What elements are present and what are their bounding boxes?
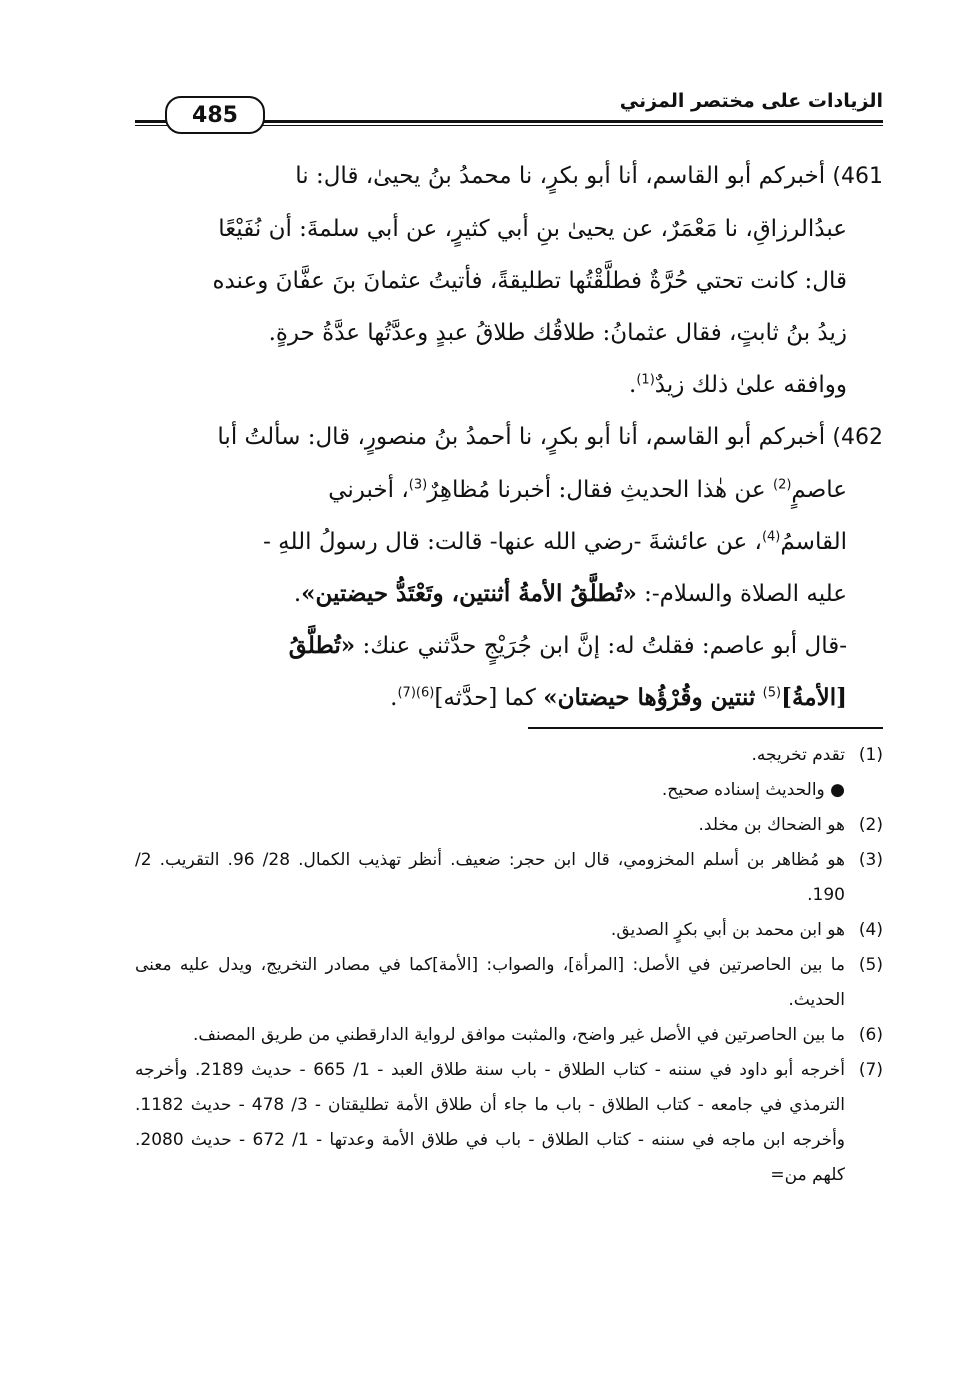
text-line: ووافقه علىٰ ذلك زيدٌ — [654, 372, 847, 398]
footnote-text: هو ابن محمد بن أبي بكرٍ الصديق. — [610, 920, 845, 940]
footnote-number: (3) — [858, 850, 883, 870]
text-line: عاصمٍ — [791, 477, 847, 503]
footnote-text: تقدم تخريجه. — [751, 745, 845, 765]
hadith-line — [135, 568, 883, 620]
hadith-line — [135, 150, 883, 203]
footnote-ref: (4) — [761, 529, 781, 545]
footnote — [135, 773, 883, 808]
hadith-461 — [135, 150, 883, 411]
text-line: -قال أبو عاصم: فقلتُ له: إنَّ ابن جُرَيْجٍ حدَّثني عنك: — [362, 633, 847, 659]
text-line: عن هٰذا الحديثِ فقال: أخبرنا مُظاهِرٌ — [427, 477, 766, 503]
footnote-text: ما بين الحاصرتين في الأصل غير واضح، والمثبت موافق لرواية الدارقطني من طريق المصنف. — [192, 1025, 845, 1045]
footnote-ref: (2) — [772, 477, 792, 493]
hadith-line — [135, 620, 883, 672]
footnote — [135, 808, 883, 843]
hadith-line — [135, 203, 883, 255]
footnote-text: أخرجه أبو داود في سننه - كتاب الطلاق - باب سنة طلاق العبد - 1/ 665 - حديث 2189. وأخرجه الترمذي في جامعه - كتاب الطلاق - باب ما جاء أن طلاق الأمة تطليقتان - 3/ 478 - حديث 1182. وأخرجه ابن ماجه في سننه - كتاب الطلاق - باب في طلاق الأمة وعدتها - 1/ 672 - حديث 2080. كلهم من= — [135, 1060, 846, 1185]
footnote-ref: (3) — [408, 477, 428, 493]
footnote-number: (5) — [858, 955, 883, 975]
footnote — [135, 843, 883, 913]
text-line: قال: كانت تحتي حُرَّةٌ فطلَّقْتُها تطليقةً، فأتيتُ عثمانَ بنَ عفَّانَ وعنده — [212, 268, 847, 294]
text-line: عبدُالرزاقِ، نا مَعْمَرٌ، عن يحيىٰ بنِ أبي كثيرٍ، عن أبي سلمةَ: أن نُفَيْعًا — [218, 216, 847, 242]
text-line: زيدُ بنُ ثابتٍ، فقال عثمانُ: طلاقُك طلاقُ عبدٍ وعدَّتُها عدَّةُ حرةٍ. — [268, 320, 847, 346]
text-line: كما [حدَّثه] — [434, 685, 536, 711]
footnote — [135, 738, 883, 773]
footnote-separator — [528, 727, 883, 729]
footnote — [135, 913, 883, 948]
text-line: القاسمُ — [780, 529, 847, 555]
page-number: 485 — [165, 96, 265, 134]
hadith-line — [135, 411, 883, 464]
footnote — [135, 1018, 883, 1053]
text-line: ، أخبرني — [328, 477, 409, 503]
footnote-number: (6) — [858, 1025, 883, 1045]
prophetic-text: «تُطلَّقُ الأمةُ أثنتين، وتَعْتَدُّ حيضتين» — [301, 580, 637, 607]
main-text — [135, 150, 883, 724]
hadith-line — [135, 516, 883, 568]
prophetic-text: ثنتين وقُرْؤُها حيضتان» — [543, 684, 756, 711]
hadith-line — [135, 307, 883, 359]
hadith-number: 461) — [832, 164, 883, 189]
footnote-text: هو مُظاهر بن أسلم المخزومي، قال ابن حجر: ضعيف. أنظر تهذيب الكمال. 28/ 96. التقريب. 2/ 190. — [135, 850, 846, 905]
hadith-line — [135, 672, 883, 724]
hadith-462 — [135, 411, 883, 724]
footnote-number: (2) — [858, 815, 883, 835]
hadith-line — [135, 255, 883, 307]
footnote-number: (7) — [858, 1060, 883, 1080]
footnote-number — [845, 773, 883, 808]
footnote — [135, 1053, 883, 1193]
hadith-line — [135, 464, 883, 516]
footnote-number: (4) — [858, 920, 883, 940]
text-line: . — [390, 685, 398, 711]
hadith-number: 462) — [832, 425, 883, 450]
text-line: . — [293, 581, 302, 607]
footnote-text: ما بين الحاصرتين في الأصل: [المرأة]، والصواب: [الأمة]كما في مصادر التخريج، ويدل عليه معنى الحديث. — [135, 955, 845, 1010]
text-line: أخبركم أبو القاسم، أنا أبو بكرٍ، نا محمدُ بنُ يحيىٰ، قال: نا — [295, 163, 826, 189]
text-line: أخبركم أبو القاسم، أنا أبو بكرٍ، نا أحمدُ بنُ منصورٍ، قال: سألتُ أبا — [217, 424, 826, 450]
footnote-text: هو الضحاك بن مخلد. — [698, 815, 845, 835]
footnotes — [135, 738, 883, 1193]
footnote-number: (1) — [858, 745, 883, 765]
footnote-text: ● والحديث إسناده صحيح. — [661, 780, 845, 800]
running-title: الزيادات على مختصر المزني — [614, 90, 883, 112]
text-line: ، عن عائشةَ -رضي الله عنها- قالت: قال رسولُ اللهِ - — [263, 529, 762, 555]
footnote-ref: (6)(7) — [397, 685, 435, 701]
prophetic-text: «تُطلَّقُ — [288, 632, 356, 659]
hadith-line — [135, 359, 883, 411]
text-line: عليه الصلاة والسلام-: — [644, 581, 847, 607]
footnote-ref: (1) — [636, 372, 655, 388]
footnote — [135, 948, 883, 1018]
footnote-ref: (5) — [762, 685, 782, 701]
page-header — [135, 90, 883, 130]
prophetic-text: [الأمةُ] — [781, 684, 847, 711]
text-line: . — [629, 372, 637, 398]
